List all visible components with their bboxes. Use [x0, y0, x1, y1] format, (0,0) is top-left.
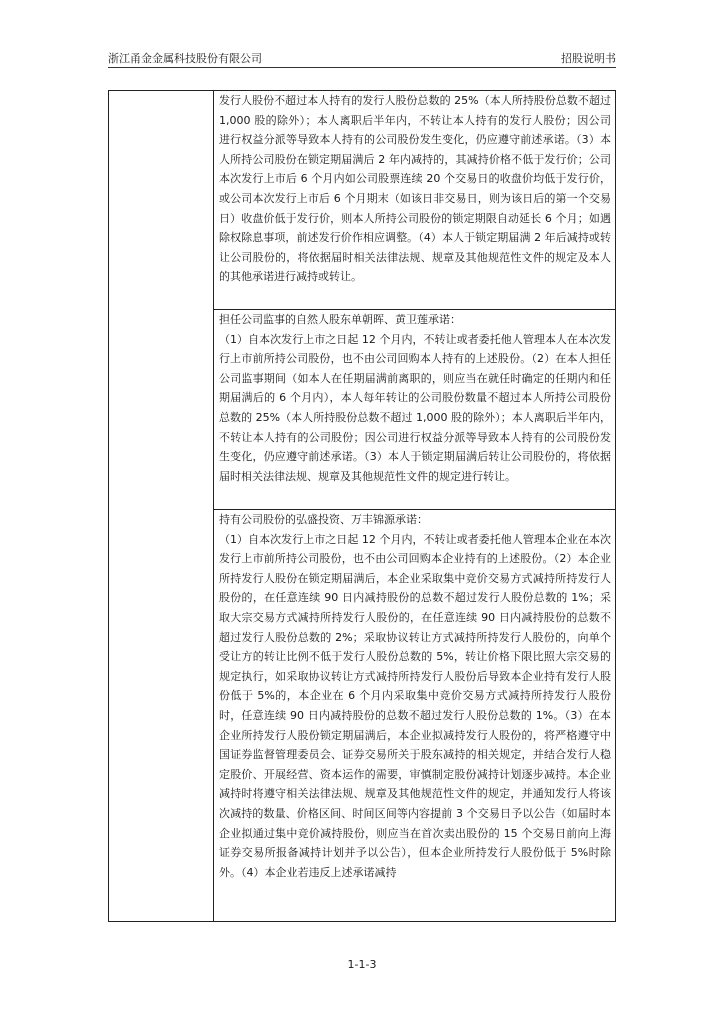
table-cell-director-commitment: [214, 91, 615, 310]
header-divider: [108, 67, 616, 68]
commitment-table: [108, 90, 616, 922]
commitment-text: （1）自本次发行上市之日起 12 个月内，不转让或者委托他人管理本人在本次发行上市前所持公司股份，也不由公司回购本人持有的上述股份。（2）在本人担任公司监事期间（如本人在任期届满前离职的，则应当在就任时确定的任期内和任期届满后的 6 个月内），本人每年转让的公司股份数量不超过本人所持公司股份总数的 25%（本人所持股份总数不超过 1,000 股的除外）；本人离职后半年内，不转让本人持有的公司股份；因公司进行权益分派等导致本人持有的公司股份发生变化，仍应遵守前述承诺。（3）本人于锁定期届满后转让公司股份的，将依据届时相关法律法规、规章及其他规范性文件的规定进行转让。: [219, 332, 611, 483]
commitment-lead: 担任公司监事的自然人股东单朝晖、黄卫莲承诺：: [219, 313, 461, 326]
commitment-text: （1）自本次发行上市之日起 12 个月内，不转让或者委托他人管理本企业在本次发行上市前所持公司股份，也不由公司回购本企业持有的上述股份。（2）本企业所持发行人股份在锁定期届满后，本企业采取集中竞价交易方式减持所持发行人股份的，在任意连续 90 日内减持股份的总数不超过发行人股份总数的 1%；采取大宗交易方式减持所持发行人股份的，在任意连续 90 日内减持股份的总数不超过发行人股份总数的 2%；采取协议转让方式减持所持发行人股份的，向单个受让方的转让比例不低于发行人股份总数的 5%，转让价格下限比照大宗交易的规定执行，如采取协议转让方式减持所持发行人股份后导致本企业持有发行人股份低于 5%的，本企业在 6 个月内采取集中竞价交易方式减持所持发行人股份时，任意连续 90 日内减持股份的总数不超过发行人股份总数的 1%。（3）在本企业所持发行人股份锁定期届满后，本企业拟减持发行人股份的，将严格遵守中国证券监督管理委员会、证券交易所关于股东减持的相关规定，并结合发行人稳定股价、开展经营、资本运作的需要，审慎制定股份减持计划逐步减持。本企业减持时将遵守相关法律法规、规章及其他规范性文件的规定，并通知发行人将该次减持的数量、价格区间、时间区间等内容提前 3 个交易日予以公告（如届时本企业拟通过集中竞价减持股份，则应当在首次卖出股份的 15 个交易日前向上海证券交易所报备减持计划并予以公告），但本企业所持发行人股份低于 5%时除外。（4）本企业若违反上述承诺减持: [219, 532, 611, 879]
table-cell-supervisor-commitment: [214, 310, 615, 510]
header-document-type: 招股说明书: [561, 52, 616, 65]
table-cell-shareholder-commitment: [214, 510, 615, 923]
commitment-text: 发行人股份不超过本人持有的发行人股份总数的 25%（本人所持股份总数不超过 1,000 股的除外）；本人离职后半年内，不转让本人持有的发行人股份；因公司进行权益分派等导致本人持有的公司股份发生变化，仍应遵守前述承诺。（3）本人所持公司股份在锁定期届满后 2 年内减持的，其减持价格不低于发行价；公司本次发行上市后 6 个月内如公司股票连续 20 个交易日的收盘价均低于发行价，或公司本次发行上市后 6 个月期末（如该日非交易日，则为该日后的第一个交易日）收盘价低于发行价，则本人所持公司股份的锁定期限自动延长 6 个月；如遇除权除息事项，前述发行价作相应调整。（4）本人于锁定期届满 2 年后减持或转让公司股份的，将依据届时相关法律法规、规章及其他规范性文件的规定及本人的其他承诺进行减持或转让。: [219, 94, 611, 284]
page-number: 1-1-3: [347, 958, 377, 971]
header-company-name: 浙江甬金金属科技股份有限公司: [108, 52, 262, 65]
table-label-column: [109, 91, 214, 921]
commitment-lead: 持有公司股份的弘盛投资、万丰锦源承诺：: [219, 513, 428, 526]
